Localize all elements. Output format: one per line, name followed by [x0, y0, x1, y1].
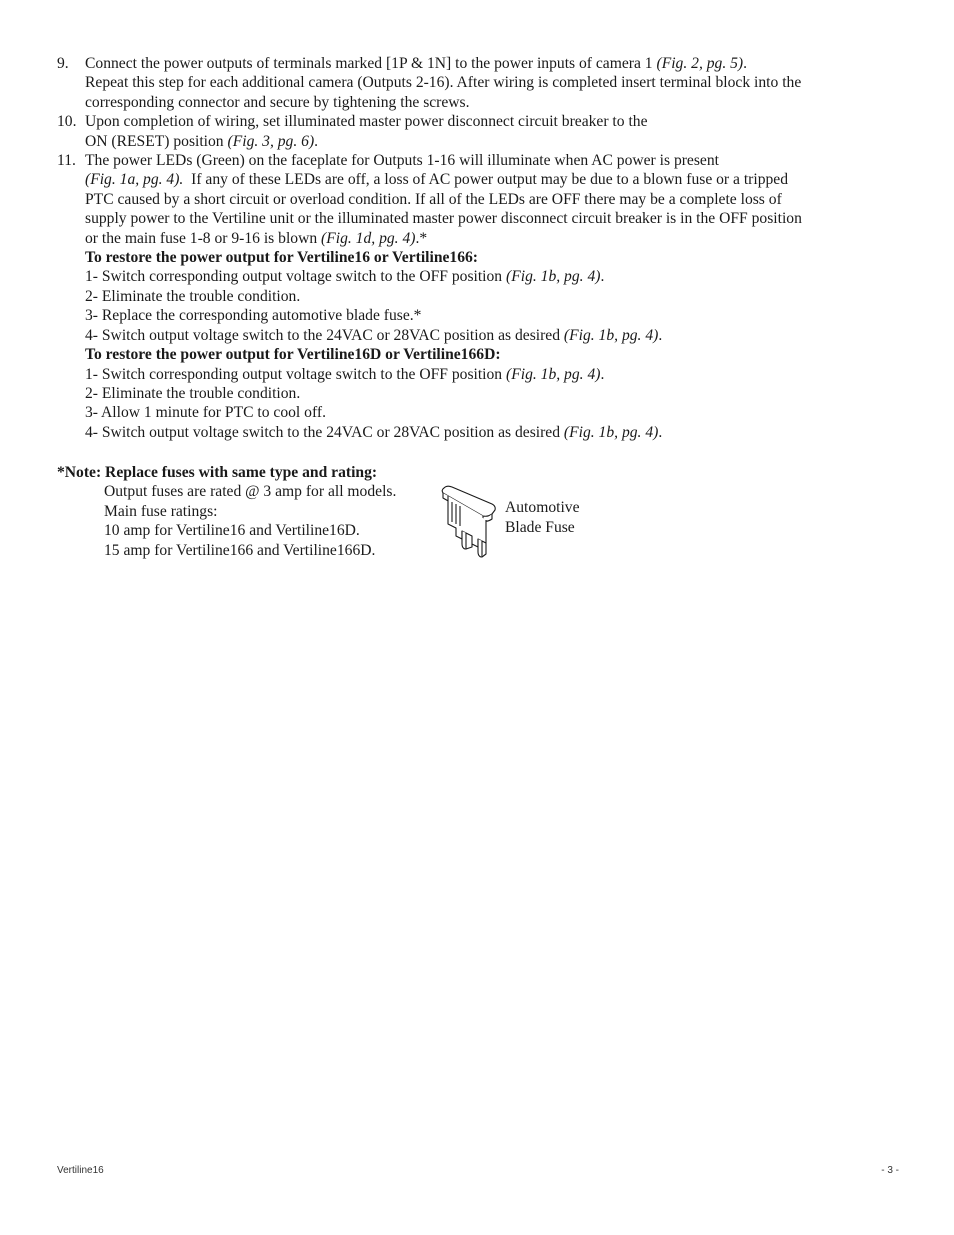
restore-step: 4- Switch output voltage switch to the 24VAC or 28VAC position as desired (Fig. 1b, pg. 4).: [85, 423, 663, 441]
restore-step: 1- Switch corresponding output voltage switch to the OFF position (Fig. 1b, pg. 4).: [85, 268, 605, 286]
restore-step: 3- Replace the corresponding automotive blade fuse.*: [85, 307, 422, 325]
figure-reference: (Fig. 1d, pg. 4): [321, 229, 416, 247]
restore-heading-vertiline16d: To restore the power output for Vertiline16D or Vertiline166D:: [85, 346, 501, 364]
step-line: (Fig. 1a, pg. 4). If any of these LEDs are off, a loss of AC power output may be due to a blown fuse or a tripped: [85, 171, 789, 189]
footer-product-name: Vertiline16: [57, 1165, 104, 1176]
step-line: Upon completion of wiring, set illuminated master power disconnect circuit breaker to the: [85, 113, 648, 131]
restore-step: 2- Eliminate the trouble condition.: [85, 287, 301, 305]
step-line: Connect the power outputs of terminals marked [1P & 1N] to the power inputs of camera 1 (Fig. 2, pg. 5).: [85, 55, 748, 72]
figure-reference: (Fig. 3, pg. 6): [227, 132, 315, 150]
figure-reference: (Fig. 2, pg. 5): [656, 55, 744, 72]
fuse-caption: [505, 498, 580, 538]
fuse-caption-line: Automotive: [505, 499, 580, 516]
step-number: 10.: [57, 113, 77, 131]
step-line: PTC caused by a short circuit or overload condition. If all of the LEDs are OFF there may be a complete loss of: [85, 190, 782, 208]
step-line: or the main fuse 1-8 or 9-16 is blown (Fig. 1d, pg. 4).*: [85, 229, 428, 247]
note-line: Output fuses are rated @ 3 amp for all models.: [104, 483, 397, 501]
restore-step: 3- Allow 1 minute for PTC to cool off.: [85, 404, 326, 422]
note-line: Main fuse ratings:: [104, 502, 218, 520]
step-10: [57, 112, 897, 151]
figure-reference: (Fig. 1b, pg. 4): [506, 268, 601, 286]
restore-heading-vertiline16: To restore the power output for Vertiline16 or Vertiline166:: [85, 249, 479, 267]
blade-fuse-icon: [438, 484, 498, 560]
step-11: [57, 151, 897, 442]
step-line: ON (RESET) position (Fig. 3, pg. 6).: [85, 132, 319, 150]
step-line: Repeat this step for each additional camera (Outputs 2-16). After wiring is completed insert terminal block into the: [85, 74, 802, 92]
fuse-caption-line: Blade Fuse: [505, 519, 575, 536]
note-body: [57, 482, 396, 560]
instruction-list: [57, 54, 897, 442]
step-line: supply power to the Vertiline unit or the illuminated master power disconnect circuit breaker is in the OFF position: [85, 210, 802, 228]
step-line: The power LEDs (Green) on the faceplate for Outputs 1-16 will illuminate when AC power is present: [85, 152, 719, 170]
note-heading: *Note: Replace fuses with same type and rating:: [57, 464, 378, 481]
footer-page-number: - 3 -: [881, 1165, 899, 1176]
step-number: 9.: [57, 55, 69, 72]
fuse-note: [57, 463, 396, 560]
step-9: [57, 54, 897, 112]
figure-reference: (Fig. 1b, pg. 4): [563, 423, 659, 441]
step-line: corresponding connector and secure by tightening the screws.: [85, 93, 470, 111]
restore-step: 1- Switch corresponding output voltage switch to the OFF position (Fig. 1b, pg. 4).: [85, 365, 605, 383]
figure-reference: (Fig. 1b, pg. 4): [506, 365, 601, 383]
figure-reference: (Fig. 1a, pg. 4).: [85, 171, 184, 189]
note-line: 15 amp for Vertiline166 and Vertiline166D.: [104, 541, 376, 559]
restore-step: 4- Switch output voltage switch to the 24VAC or 28VAC position as desired (Fig. 1b, pg. 4).: [85, 326, 663, 344]
restore-step: 2- Eliminate the trouble condition.: [85, 384, 301, 402]
step-number: 11.: [57, 152, 76, 170]
figure-reference: (Fig. 1b, pg. 4): [563, 326, 659, 344]
note-line: 10 amp for Vertiline16 and Vertiline16D.: [104, 522, 360, 540]
